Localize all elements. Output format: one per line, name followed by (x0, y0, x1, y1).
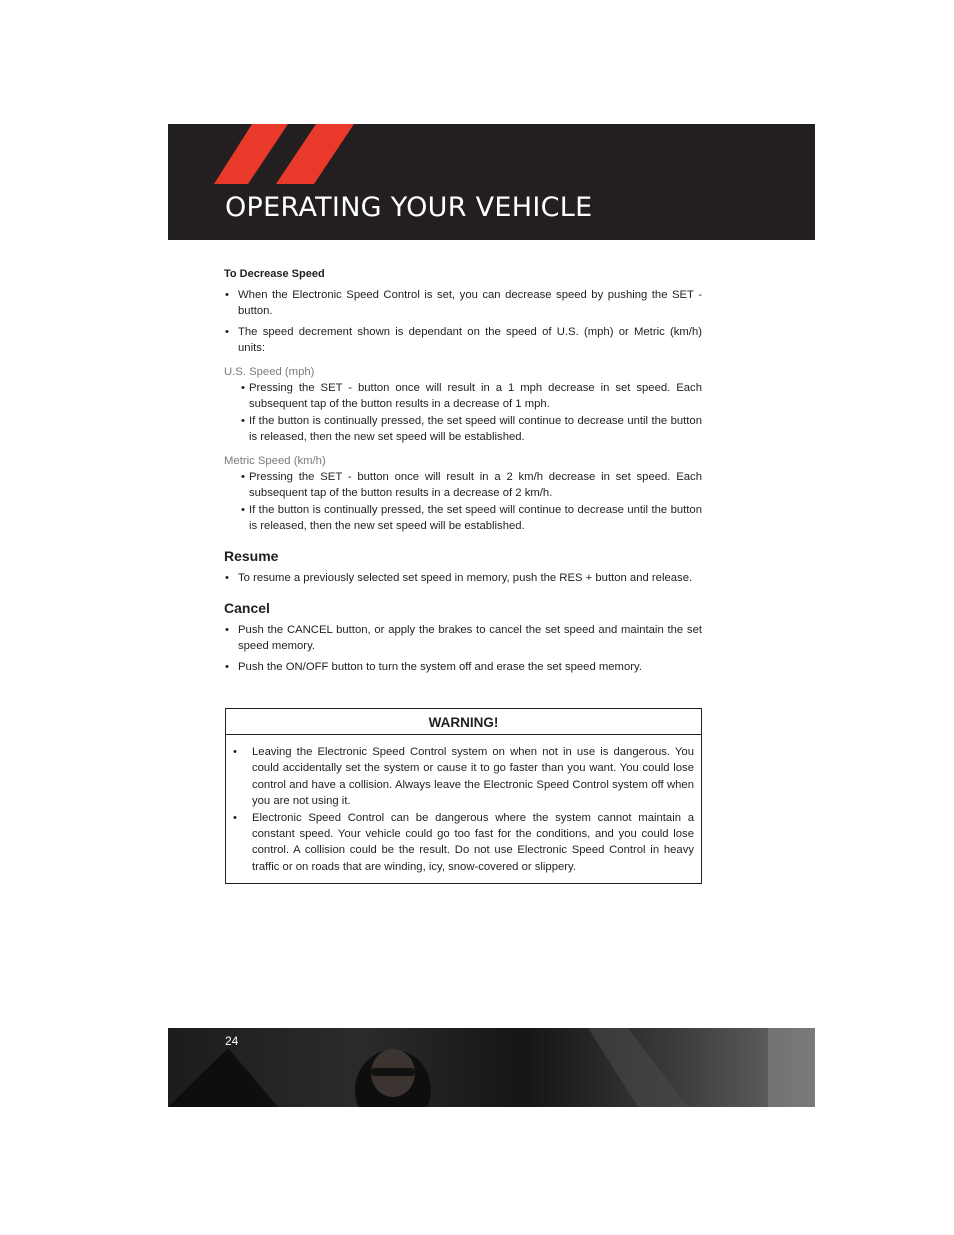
list-item: • Pressing the SET - button once will result in a 2 km/h decrease in set speed. Each subsequent tap of the button results in a decrease of 2 km/h. (240, 469, 702, 501)
list-item: • To resume a previously selected set speed in memory, push the RES + button and release. (224, 570, 702, 586)
racing-stripes-logo (214, 124, 364, 184)
list-item: • The speed decrement shown is dependant on the speed of U.S. (mph) or Metric (km/h) units: (224, 324, 702, 356)
page-header (168, 124, 815, 240)
decrease-speed-heading: To Decrease Speed (224, 268, 325, 280)
warning-body (226, 735, 701, 875)
page-title: OPERATING YOUR VEHICLE (225, 192, 593, 223)
metric-speed-label: Metric Speed (km/h) (224, 455, 326, 467)
resume-heading: Resume (224, 548, 279, 564)
warning-item: • Electronic Speed Control can be dangerous where the system cannot maintain a constant speed. Your vehicle could go too fast for the conditions, and you could lose control. A collision could be the result. Do not use Electronic Speed Control in heavy traffic or on roads that are winding, icy, snow-covered or slippery. (232, 810, 694, 876)
list-item: • Push the CANCEL button, or apply the brakes to cancel the set speed and maintain the set speed memory. (224, 622, 702, 654)
list-item: • Pressing the SET - button once will result in a 1 mph decrease in set speed. Each subsequent tap of the button results in a decrease of 1 mph. (240, 380, 702, 412)
metric-speed-list (224, 469, 702, 534)
us-speed-list (224, 380, 702, 445)
warning-box (225, 708, 702, 884)
us-speed-label: U.S. Speed (mph) (224, 366, 315, 378)
list-item: • Push the ON/OFF button to turn the system off and erase the set speed memory. (224, 659, 702, 675)
list-item: • If the button is continually pressed, the set speed will continue to decrease until the button is released, then the new set speed will be established. (240, 413, 702, 445)
page-number: 24 (225, 1034, 239, 1048)
cancel-heading: Cancel (224, 600, 270, 616)
list-item: • When the Electronic Speed Control is set, you can decrease speed by pushing the SET - button. (224, 287, 702, 319)
page-footer-photo (168, 1028, 815, 1107)
warning-title: WARNING! (226, 709, 701, 735)
warning-item: • Leaving the Electronic Speed Control system on when not in use is dangerous. You could accidentally set the system or cause it to go faster than you want. You could lose control and have a collision. Always leave the Electronic Speed Control system off when you are not using it. (232, 744, 694, 810)
footer-photo (168, 1028, 815, 1107)
main-content (224, 266, 702, 680)
list-item: • If the button is continually pressed, the set speed will continue to decrease until the button is released, then the new set speed will be established. (240, 502, 702, 534)
